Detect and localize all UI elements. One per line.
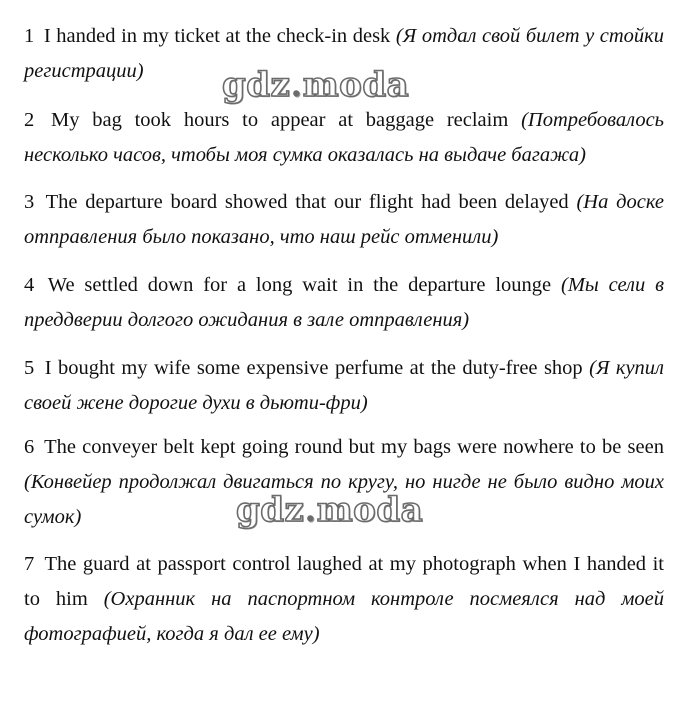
watermark-dot: . bbox=[290, 65, 303, 105]
sentence-item bbox=[24, 103, 664, 173]
english-sentence: The conveyer belt kept going round but my bags were nowhere to be seen bbox=[44, 436, 664, 458]
russian-translation: (Конвейер продолжал двигаться по кругу, но нигде не было видно моих сумок) bbox=[24, 471, 664, 528]
item-number: 7 bbox=[24, 553, 35, 575]
english-sentence: I bought my wife some expensive perfume at the duty-free shop bbox=[44, 357, 583, 379]
watermark-left: gdz bbox=[222, 65, 291, 105]
watermark-dot: . bbox=[304, 490, 317, 530]
sentence-item bbox=[24, 547, 664, 652]
item-number: 4 bbox=[24, 274, 35, 296]
sentence-item bbox=[24, 430, 664, 535]
sentence-item bbox=[24, 268, 664, 338]
sentence-item bbox=[24, 351, 664, 421]
russian-translation: (Потребовалось несколько часов, чтобы моя сумка оказалась на выдаче багажа) bbox=[24, 109, 665, 166]
watermark-right: moda bbox=[302, 65, 410, 105]
sentence-item bbox=[24, 185, 664, 255]
sentence-item bbox=[24, 19, 664, 89]
watermark-left: gdz bbox=[236, 490, 305, 530]
item-number: 3 bbox=[24, 191, 35, 213]
item-number: 2 bbox=[24, 109, 35, 131]
russian-translation: (Охранник на паспортном контроле посмеялся над моей фотографией, когда я дал ее ему) bbox=[24, 588, 664, 645]
item-number: 5 bbox=[24, 357, 35, 379]
english-sentence: The guard at passport control laughed at my photograph when I handed it to him bbox=[24, 553, 664, 610]
watermark-right: moda bbox=[316, 490, 424, 530]
russian-translation: (Мы сели в преддверии долгого ожидания в зале отправления) bbox=[24, 274, 665, 331]
russian-translation: (На доске отправления было показано, что наш рейс отменили) bbox=[24, 191, 665, 248]
english-sentence: The departure board showed that our flight had been delayed bbox=[45, 191, 569, 213]
russian-translation: (Я купил своей жене дорогие духи в дьюти-фри) bbox=[24, 357, 664, 414]
english-sentence: We settled down for a long wait in the departure lounge bbox=[47, 274, 552, 296]
item-number: 6 bbox=[24, 436, 35, 458]
russian-translation: (Я отдал свой билет у стойки регистрации) bbox=[24, 25, 665, 82]
english-sentence: My bag took hours to appear at baggage reclaim bbox=[51, 109, 509, 131]
english-sentence: I handed in my ticket at the check-in desk bbox=[43, 25, 391, 47]
item-number: 1 bbox=[24, 25, 35, 47]
